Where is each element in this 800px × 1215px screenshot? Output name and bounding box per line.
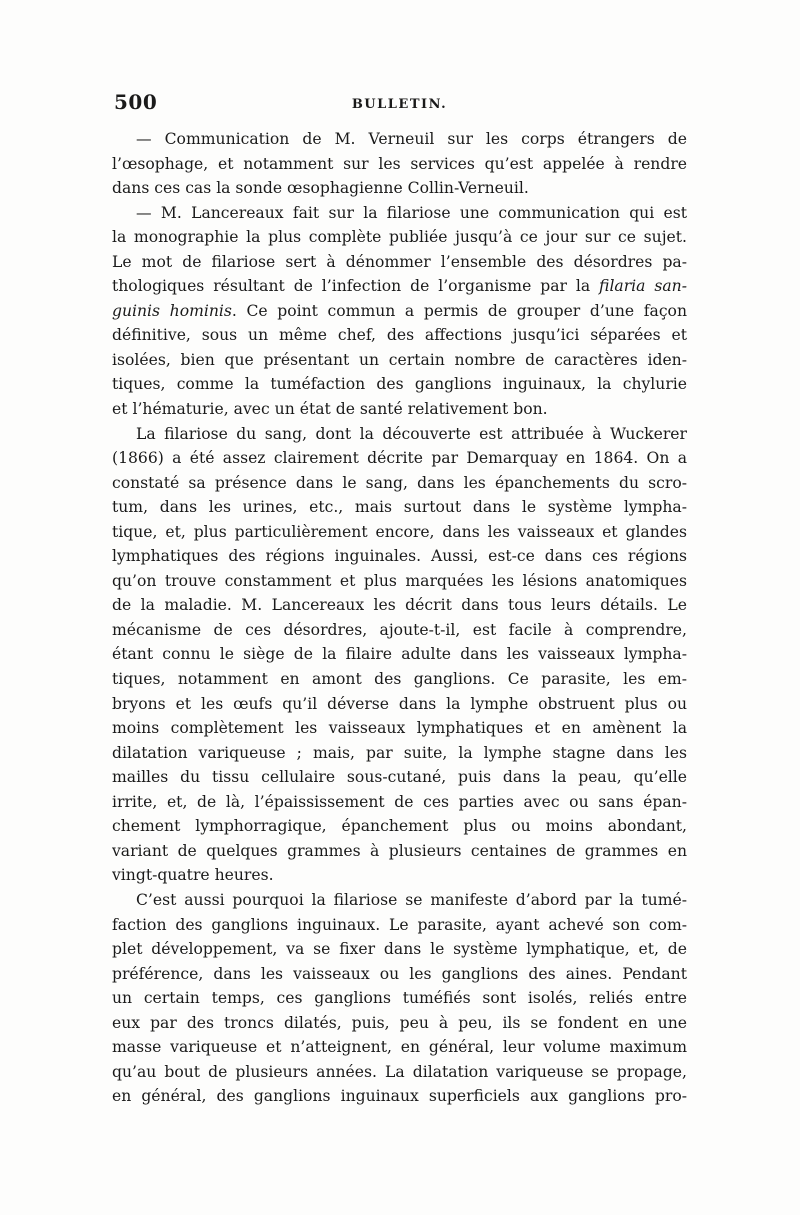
text-line xyxy=(112,986,687,1011)
text-line-segment: irrite, et, de là, l’épaississement de ces parties avec ou sans épan- xyxy=(112,792,687,811)
text-line xyxy=(112,765,687,790)
text-line-segment: dilatation variqueuse ; mais, par suite, la lymphe stagne dans les xyxy=(112,743,687,762)
page-number: 500 xyxy=(114,90,158,114)
text-line xyxy=(112,274,687,299)
italic-term: guinis hominis xyxy=(112,301,232,320)
text-line-segment: la monographie la plus complète publiée jusqu’à ce jour sur ce sujet. xyxy=(112,228,687,247)
text-line-segment: La filariose du sang, dont la découverte est attribuée à Wuckerer xyxy=(136,424,687,443)
text-line xyxy=(112,814,687,839)
text-line xyxy=(112,225,687,250)
text-line-segment: eux par des troncs dilatés, puis, peu à peu, ils se fondent en une xyxy=(112,1013,687,1032)
text-line xyxy=(112,937,687,962)
text-line xyxy=(112,323,687,348)
text-line-segment: faction des ganglions inguinaux. Le parasite, ayant achevé son com- xyxy=(112,915,687,934)
text-line-segment: thologiques résultant de l’infection de l’organisme par la xyxy=(112,277,600,296)
text-line xyxy=(112,176,687,201)
text-line xyxy=(112,471,687,496)
text-line-segment: tum, dans les urines, etc., mais surtout dans le système lympha- xyxy=(112,498,687,517)
text-line xyxy=(112,741,687,766)
text-line xyxy=(112,152,687,177)
text-line-segment: C’est aussi pourquoi la filariose se manifeste d’abord par la tumé- xyxy=(136,890,687,909)
text-line xyxy=(112,1035,687,1060)
text-line-segment: un certain temps, ces ganglions tuméfiés sont isolés, reliés entre xyxy=(112,989,687,1008)
text-line xyxy=(112,127,687,152)
text-line xyxy=(112,1084,687,1109)
text-line xyxy=(112,299,687,324)
text-line xyxy=(112,422,687,447)
text-line-segment: étant connu le siège de la filaire adulte dans les vaisseaux lympha- xyxy=(112,645,687,664)
text-line-segment: tique, et, plus particulièrement encore, dans les vaisseaux et glandes xyxy=(112,522,687,541)
page-header xyxy=(112,90,687,120)
text-line-segment: tiques, comme la tuméfaction des ganglions inguinaux, la chylurie xyxy=(112,375,687,394)
text-line xyxy=(112,250,687,275)
text-line-segment: moins complètement les vaisseaux lymphatiques et en amènent la xyxy=(112,719,687,738)
text-line xyxy=(112,544,687,569)
text-line xyxy=(112,1011,687,1036)
text-line-segment: mailles du tissu cellulaire sous-cutané, puis dans la peau, qu’elle xyxy=(112,768,687,787)
text-line-segment: de la maladie. M. Lancereaux les décrit dans tous leurs détails. Le xyxy=(112,596,687,615)
text-line-segment: lymphatiques des régions inguinales. Aussi, est-ce dans ces régions xyxy=(112,547,687,566)
text-line-segment: Le mot de filariose sert à dénommer l’ensemble des désordres pa- xyxy=(112,252,687,271)
text-line-segment: chement lymphorragique, épanchement plus ou moins abondant, xyxy=(112,817,687,836)
text-line xyxy=(112,201,687,226)
text-line xyxy=(112,495,687,520)
text-line xyxy=(112,397,687,422)
text-line-segment: . Ce point commun a permis de grouper d’une façon xyxy=(231,301,687,320)
text-line xyxy=(112,790,687,815)
text-line xyxy=(112,863,687,888)
body-text xyxy=(112,127,687,1109)
text-line xyxy=(112,913,687,938)
text-line-segment: tiques, notamment en amont des ganglions. Ce parasite, les em- xyxy=(112,670,687,689)
text-line xyxy=(112,888,687,913)
text-line-segment: qu’on trouve constamment et plus marquées les lésions anatomiques xyxy=(112,571,687,590)
text-line-segment: mécanisme de ces désordres, ajoute-t-il, est facile à comprendre, xyxy=(112,620,687,639)
text-line-segment: bryons et les œufs qu’il déverse dans la lymphe obstruent plus ou xyxy=(112,694,687,713)
text-line-segment: vingt-quatre heures. xyxy=(112,866,274,885)
running-head: BULLETIN. xyxy=(351,97,448,112)
text-line-segment: — Communication de M. Verneuil sur les corps étrangers de xyxy=(136,130,687,148)
text-line xyxy=(112,520,687,545)
text-line xyxy=(112,642,687,667)
text-line xyxy=(112,446,687,471)
text-line-segment: variant de quelques grammes à plusieurs centaines de grammes en xyxy=(112,841,687,860)
text-line-segment: qu’au bout de plusieurs années. La dilatation variqueuse se propage, xyxy=(112,1062,687,1081)
text-line-segment: isolées, bien que présentant un certain nombre de caractères iden- xyxy=(112,350,687,369)
text-line-segment: plet développement, va se fixer dans le système lymphatique, et, de xyxy=(112,940,687,959)
text-line xyxy=(112,348,687,373)
text-line-segment: préférence, dans les vaisseaux ou les ganglions des aines. Pendant xyxy=(112,964,687,983)
text-line-segment: constaté sa présence dans le sang, dans les épanchements du scro- xyxy=(112,473,687,492)
text-line xyxy=(112,692,687,717)
text-line xyxy=(112,618,687,643)
text-line xyxy=(112,839,687,864)
text-line-segment: — M. Lancereaux fait sur la filariose une communication qui est xyxy=(136,203,687,222)
text-line xyxy=(112,372,687,397)
text-line-segment: masse variqueuse et n’atteignent, en général, leur volume maximum xyxy=(112,1038,687,1057)
text-line-segment: et l’hématurie, avec un état de santé relativement bon. xyxy=(112,400,548,419)
text-line xyxy=(112,667,687,692)
text-line-segment: l’œsophage, et notamment sur les services qu’est appelée à rendre xyxy=(112,154,687,173)
text-line xyxy=(112,593,687,618)
text-line-segment: dans ces cas la sonde œsophagienne Collin-Verneuil. xyxy=(112,179,529,198)
text-line xyxy=(112,962,687,987)
text-line-segment: définitive, sous un même chef, des affections jusqu’ici séparées et xyxy=(112,326,687,345)
text-line xyxy=(112,716,687,741)
text-line-segment: en général, des ganglions inguinaux superficiels aux ganglions pro- xyxy=(112,1087,687,1106)
text-line-segment: (1866) a été assez clairement décrite par Demarquay en 1864. On a xyxy=(112,449,687,468)
text-line xyxy=(112,569,687,594)
italic-term: filaria san- xyxy=(599,277,687,296)
text-line xyxy=(112,1060,687,1085)
